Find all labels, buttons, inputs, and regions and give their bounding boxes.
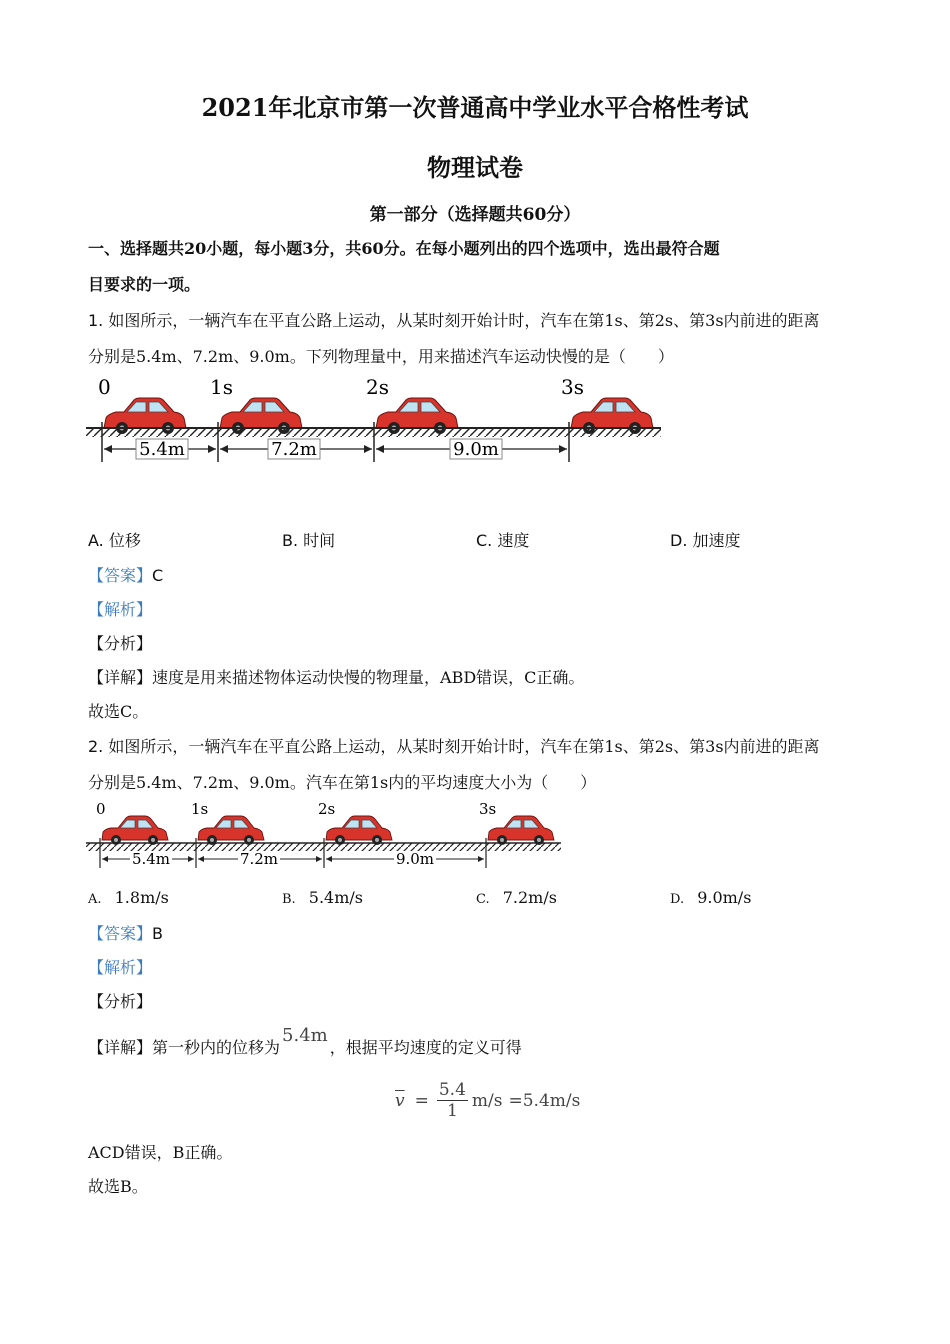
q2-option-c[interactable] xyxy=(476,888,557,907)
q2-car-2 xyxy=(326,816,392,845)
q1-distance-label-1: 7.2m xyxy=(271,439,317,460)
q2-distance-label-0: 5.4m xyxy=(131,850,171,868)
q2-detail-pre: 第一秒内的位移为 xyxy=(152,1038,281,1057)
q2-option-a-text: 1.8m/s xyxy=(114,888,169,907)
q1-time-label-0: 0 xyxy=(98,375,111,399)
formula-fraction xyxy=(437,1080,468,1121)
q1-option-d[interactable] xyxy=(670,528,741,551)
formula-equals: = xyxy=(414,1090,429,1111)
q1-analysis-tag: 【解析】 xyxy=(88,600,153,619)
q2-option-d-letter: D. xyxy=(670,892,685,907)
q2-fenxi-tag: 【分析】 xyxy=(88,992,153,1011)
q1-stem-line-1 xyxy=(88,308,820,331)
q2-distance-label-1: 7.2m xyxy=(239,850,279,868)
formula-numerator: 5.4 xyxy=(438,1080,466,1100)
q1-detail-tag: 【详解】 xyxy=(88,668,153,687)
exam-title: 2021年北京市第一次普通高中学业水平合格性考试 xyxy=(201,93,749,122)
q2-answer xyxy=(88,921,163,944)
q1-option-c[interactable] xyxy=(476,528,529,551)
q2-option-b-letter: B. xyxy=(282,892,296,907)
q1-option-a[interactable] xyxy=(88,528,141,551)
q2-distance-label-2: 9.0m xyxy=(395,850,435,868)
q1-option-d-letter: D. xyxy=(670,531,688,550)
q1-option-b-text: 时间 xyxy=(303,531,336,550)
q2-option-b[interactable] xyxy=(282,888,363,907)
q1-option-b-letter: B. xyxy=(282,531,299,550)
q2-analysis-tag: 【解析】 xyxy=(88,958,153,977)
q2-detail-tag: 【详解】 xyxy=(88,1038,153,1057)
instruction-line-2: 目要求的一项。 xyxy=(88,275,201,294)
q2-car-0 xyxy=(102,816,168,845)
part-heading: 第一部分（选择题共60分） xyxy=(369,205,581,225)
q1-car-diagram xyxy=(86,372,666,472)
q2-answer-tag: 【答案】 xyxy=(88,924,153,943)
q2-stem-line-2: 分别是5.4m、7.2m、9.0m。汽车在第1s内的平均速度大小为（ ） xyxy=(88,773,597,792)
instruction-line-1: 一、选择题共20小题，每小题3分，共60分。在每小题列出的四个选项中，选出最符合题 xyxy=(88,239,720,258)
q2-number: 2. xyxy=(88,737,104,756)
q1-option-c-text: 速度 xyxy=(497,531,530,550)
q2-stem-line-1 xyxy=(88,734,820,757)
q1-option-a-letter: A. xyxy=(88,531,104,550)
q2-detail-post: ，根据平均速度的定义可得 xyxy=(329,1038,522,1057)
q2-detail xyxy=(88,1025,522,1058)
q2-conclusion: 故选B。 xyxy=(88,1177,148,1196)
q2-option-c-text: 7.2m/s xyxy=(502,888,557,907)
q1-answer-tag: 【答案】 xyxy=(88,566,153,585)
q2-option-d[interactable] xyxy=(670,888,751,907)
q1-answer-value: C xyxy=(152,566,164,585)
q1-distance-label-0: 5.4m xyxy=(139,439,185,460)
q2-formula xyxy=(395,1080,580,1121)
q2-time-label-0: 0 xyxy=(96,800,106,818)
q1-option-d-text: 加速度 xyxy=(692,531,741,550)
q1-option-c-letter: C. xyxy=(476,531,493,550)
q1-time-label-1: 1s xyxy=(210,375,233,399)
q2-option-b-text: 5.4m/s xyxy=(308,888,363,907)
exam-subtitle: 物理试卷 xyxy=(427,153,523,182)
q2-option-d-text: 9.0m/s xyxy=(697,888,752,907)
formula-denominator: 1 xyxy=(446,1101,458,1121)
q1-distance-label-2: 9.0m xyxy=(453,439,499,460)
formula-v-bar: $\overline{v}$ xyxy=(395,1090,405,1111)
formula-result: =5.4m/s xyxy=(508,1090,581,1111)
q2-option-a-letter: A. xyxy=(88,892,102,907)
q1-number: 1. xyxy=(88,311,104,330)
q2-car-diagram xyxy=(86,798,566,872)
q1-time-label-2: 2s xyxy=(366,375,389,399)
q2-car-1 xyxy=(198,816,264,845)
formula-unit: m/s xyxy=(471,1090,503,1111)
q1-option-b[interactable] xyxy=(282,528,335,551)
q2-option-c-letter: C. xyxy=(476,892,490,907)
q1-conclusion: 故选C。 xyxy=(88,702,149,721)
q1-detail xyxy=(88,665,584,688)
q1-option-a-text: 位移 xyxy=(108,531,141,550)
q2-time-label-2: 2s xyxy=(318,800,336,818)
q2-stem-text-1: 如图所示，一辆汽车在平直公路上运动，从某时刻开始计时，汽车在第1s、第2s、第3s内前进的距离 xyxy=(108,737,820,756)
q2-time-label-1: 1s xyxy=(191,800,209,818)
q1-detail-text: 速度是用来描述物体运动快慢的物理量，ABD错误，C正确。 xyxy=(152,668,585,687)
q2-car-3 xyxy=(488,816,554,845)
q1-answer xyxy=(88,563,163,586)
q1-stem-line-2: 分别是5.4m、7.2m、9.0m。下列物理量中，用来描述汽车运动快慢的是（ ） xyxy=(88,347,674,366)
q2-detail-value: 5.4m xyxy=(282,1025,328,1046)
q2-answer-value: B xyxy=(152,924,163,943)
q2-time-label-3: 3s xyxy=(479,800,497,818)
q1-time-label-3: 3s xyxy=(561,375,584,399)
q2-option-a[interactable] xyxy=(88,888,169,907)
q1-stem-text-1: 如图所示，一辆汽车在平直公路上运动，从某时刻开始计时，汽车在第1s、第2s、第3s内前进的距离 xyxy=(108,311,820,330)
q1-fenxi-tag: 【分析】 xyxy=(88,634,153,653)
q2-result: ACD错误，B正确。 xyxy=(88,1143,233,1162)
